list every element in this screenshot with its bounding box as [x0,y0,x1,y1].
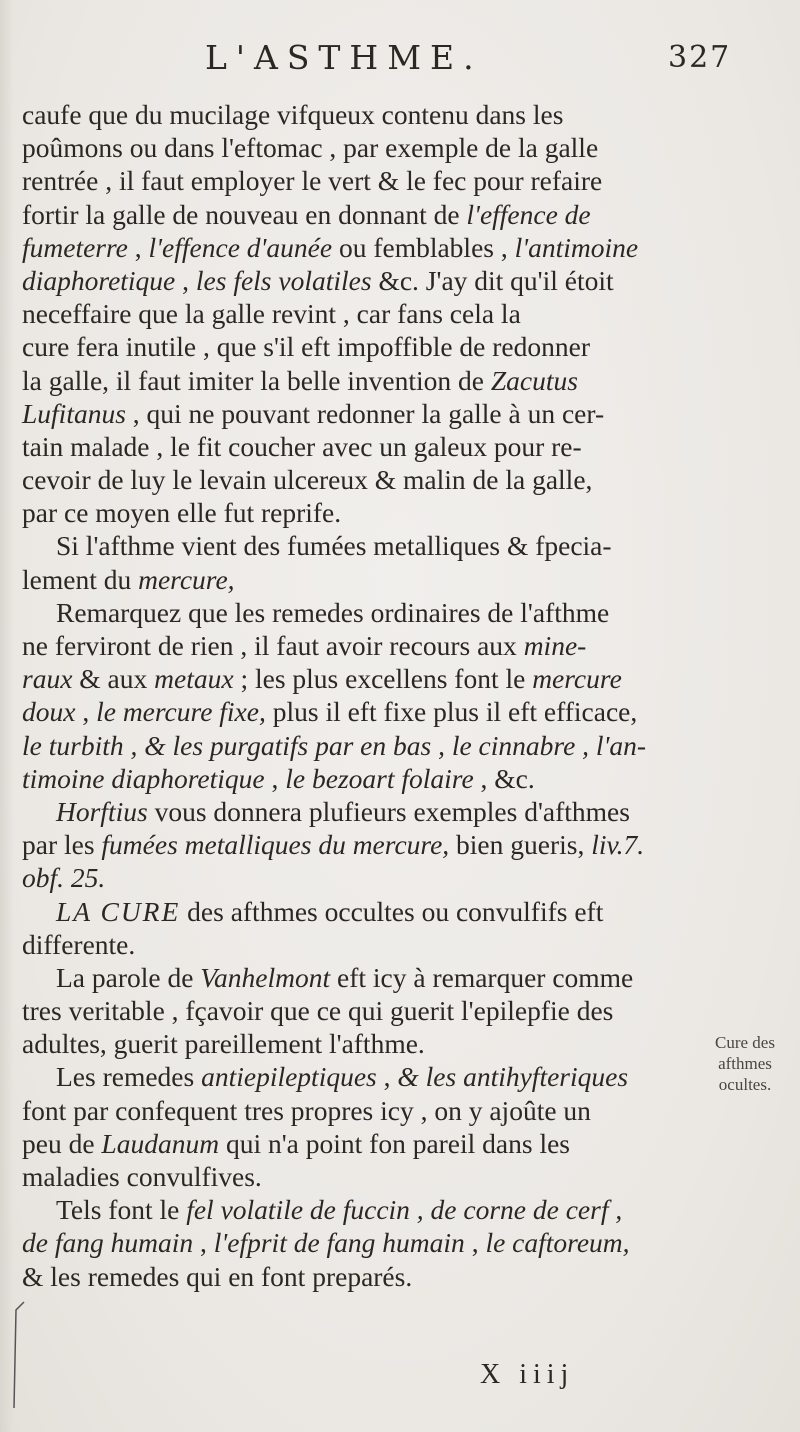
text-line [22,131,698,164]
text-line [22,1060,698,1093]
text-run: par ce moyen elle fut reprife. [22,497,342,529]
italic-run: doux [22,696,76,728]
italic-run: diaphoretique [22,264,176,296]
text-run: , [127,231,149,263]
text-run: , qui ne pouvant redonner la galle à un cer- [125,397,605,429]
italic-run: raux [22,663,73,695]
text-line [22,662,698,695]
text-line [22,264,698,297]
text-line [22,1094,698,1127]
text-run: caufe que du mucilage vifqueux contenu dans les [22,99,564,130]
text-run: Si l'afthme vient des fumées metalliques & fpecia- [56,530,612,562]
text-run: Tels font le [56,1194,187,1226]
text-line [22,496,698,529]
italic-run: obf. 25. [22,862,106,894]
margin-note-line: ocultes. [718,1075,772,1094]
text-line [22,762,698,795]
margin-note-line: afthmes [718,1054,772,1073]
italic-run: l'effence d'aunée [148,231,333,263]
italic-run: Zacutus [490,364,578,396]
italic-run: Vanhelmont [200,961,331,993]
text-run: cure fera inutile , que s'il eft impoffible de redonner [22,331,590,363]
text-run: , [464,1227,486,1259]
text-run: poûmons ou dans l'eftomac , par exemple de la galle [22,132,599,164]
text-line [22,828,698,861]
italic-run: le caftoreum, [485,1227,630,1259]
text-run: la galle, il faut imiter la belle invention de [22,364,491,396]
text-run: lement du [22,563,139,595]
text-line [22,1127,698,1160]
text-line [22,596,698,629]
text-run: tres veritable , fçavoir que ce qui guerit l'epilepfie des [22,995,614,1027]
italic-run: mercure, [138,563,235,595]
italic-run: fumées metalliques du mercure, [101,829,450,861]
text-line [22,1226,698,1259]
text-line [22,98,698,131]
italic-run: Lufitanus [22,397,126,429]
italic-run: timoine diaphoretique [22,762,265,794]
signature-mark: X iiij [480,1359,575,1390]
text-line [22,297,698,330]
italic-run: de fang humain [22,1227,194,1259]
text-line [22,563,698,596]
text-run: ne ferviront de rien , il faut avoir recours aux [22,630,524,661]
text-run: fortir la galle de nouveau en donnant de [22,198,467,230]
margin-note [690,1032,800,1095]
text-line [22,1160,698,1193]
text-line [22,1027,698,1060]
text-run: neceffaire que la galle revint , car fans cela la [22,298,521,330]
text-line [22,198,698,231]
text-run: tain malade , le fit coucher avec un galeux pour re- [22,430,582,462]
page-number: 327 [668,40,732,75]
italic-run: antiepileptiques [201,1061,377,1093]
italic-run: mine- [523,630,587,661]
text-run: plus il eft fixe plus il eft efficace, [265,696,638,728]
text-run: , [264,762,286,794]
text-run: & les remedes qui en font preparés. [22,1260,413,1292]
italic-run: Horftius [56,795,148,827]
text-run: , [175,264,196,296]
italic-run: & les antihyfteriques [397,1061,629,1093]
text-line [22,430,698,463]
text-run: font par confequent tres propres icy , on y ajoûte un [22,1094,591,1126]
italic-run: le bezoart folaire [285,762,474,794]
text-line [22,861,698,894]
text-run: vous donnera plufieurs exemples d'afthmes [147,795,630,827]
text-run: bien gueris, [449,829,592,861]
italic-run: fumeterre [22,231,128,263]
text-line [22,463,698,496]
italic-run: fel volatile de fuccin , de corne de cerf , [186,1194,623,1226]
running-title: L'ASTHME. [205,38,483,77]
text-line [22,1193,698,1226]
text-line [22,231,698,264]
text-run: ; les plus excellens font le [233,663,533,695]
text-run: peu de [22,1127,102,1159]
italic-run: le turbith , & les purgatifs par en bas , le cinnabre , l'an- [22,729,647,761]
text-line [22,1260,698,1293]
italic-run: l'efprit de fang humain [213,1227,465,1259]
ink-mark [12,1300,26,1410]
text-run: Remarquez que les remedes ordinaires de l'afthme [56,596,610,628]
italic-run: liv.7. [591,829,645,861]
text-line [22,994,698,1027]
text-line [22,895,698,928]
text-line [22,397,698,430]
margin-note-line: Cure des [715,1033,775,1052]
text-run: eft icy à remarquer comme [330,961,634,993]
text-run: qui n'a point fon pareil dans les [219,1127,570,1159]
text-line [22,529,698,562]
italic-run: LA CURE [56,895,181,927]
text-line [22,164,698,197]
text-line [22,629,698,662]
text-run: rentrée , il faut employer le vert & le fec pour refaire [22,165,603,197]
text-run: Les remedes [56,1061,202,1093]
text-run: & aux [72,663,155,695]
text-line [22,364,698,397]
italic-run: le mercure fixe, [96,696,266,728]
text-line [22,695,698,728]
page-edge-shadow [0,0,14,1432]
italic-run: l'effence de [466,198,591,230]
text-run: par les [22,829,102,861]
text-line [22,729,698,762]
body-text [22,98,698,1293]
italic-run: mercure [532,663,622,695]
italic-run: Laudanum [101,1127,220,1159]
italic-run: metaux [154,663,234,695]
text-run: , &c. [473,762,535,794]
italic-run: les fels volatiles [195,264,372,296]
text-run: ou femblables , [332,231,515,263]
italic-run: l'antimoine [514,231,639,263]
text-line [22,795,698,828]
text-run: differente. [22,928,136,960]
text-run: adultes, guerit pareillement l'afthme. [22,1028,425,1060]
text-line [22,928,698,961]
text-run: des afthmes occultes ou convulfifs eft [180,895,604,927]
text-run: cevoir de luy le levain ulcereux & malin de la galle, [22,464,593,496]
text-run: , [376,1061,398,1093]
text-run: , [75,696,97,728]
text-run: La parole de [56,961,201,993]
text-run: , [193,1227,214,1259]
text-run: maladies convulfives. [22,1161,262,1192]
text-line [22,961,698,994]
text-run: &c. J'ay dit qu'il étoit [371,264,614,296]
page-header [0,38,800,88]
text-line [22,330,698,363]
